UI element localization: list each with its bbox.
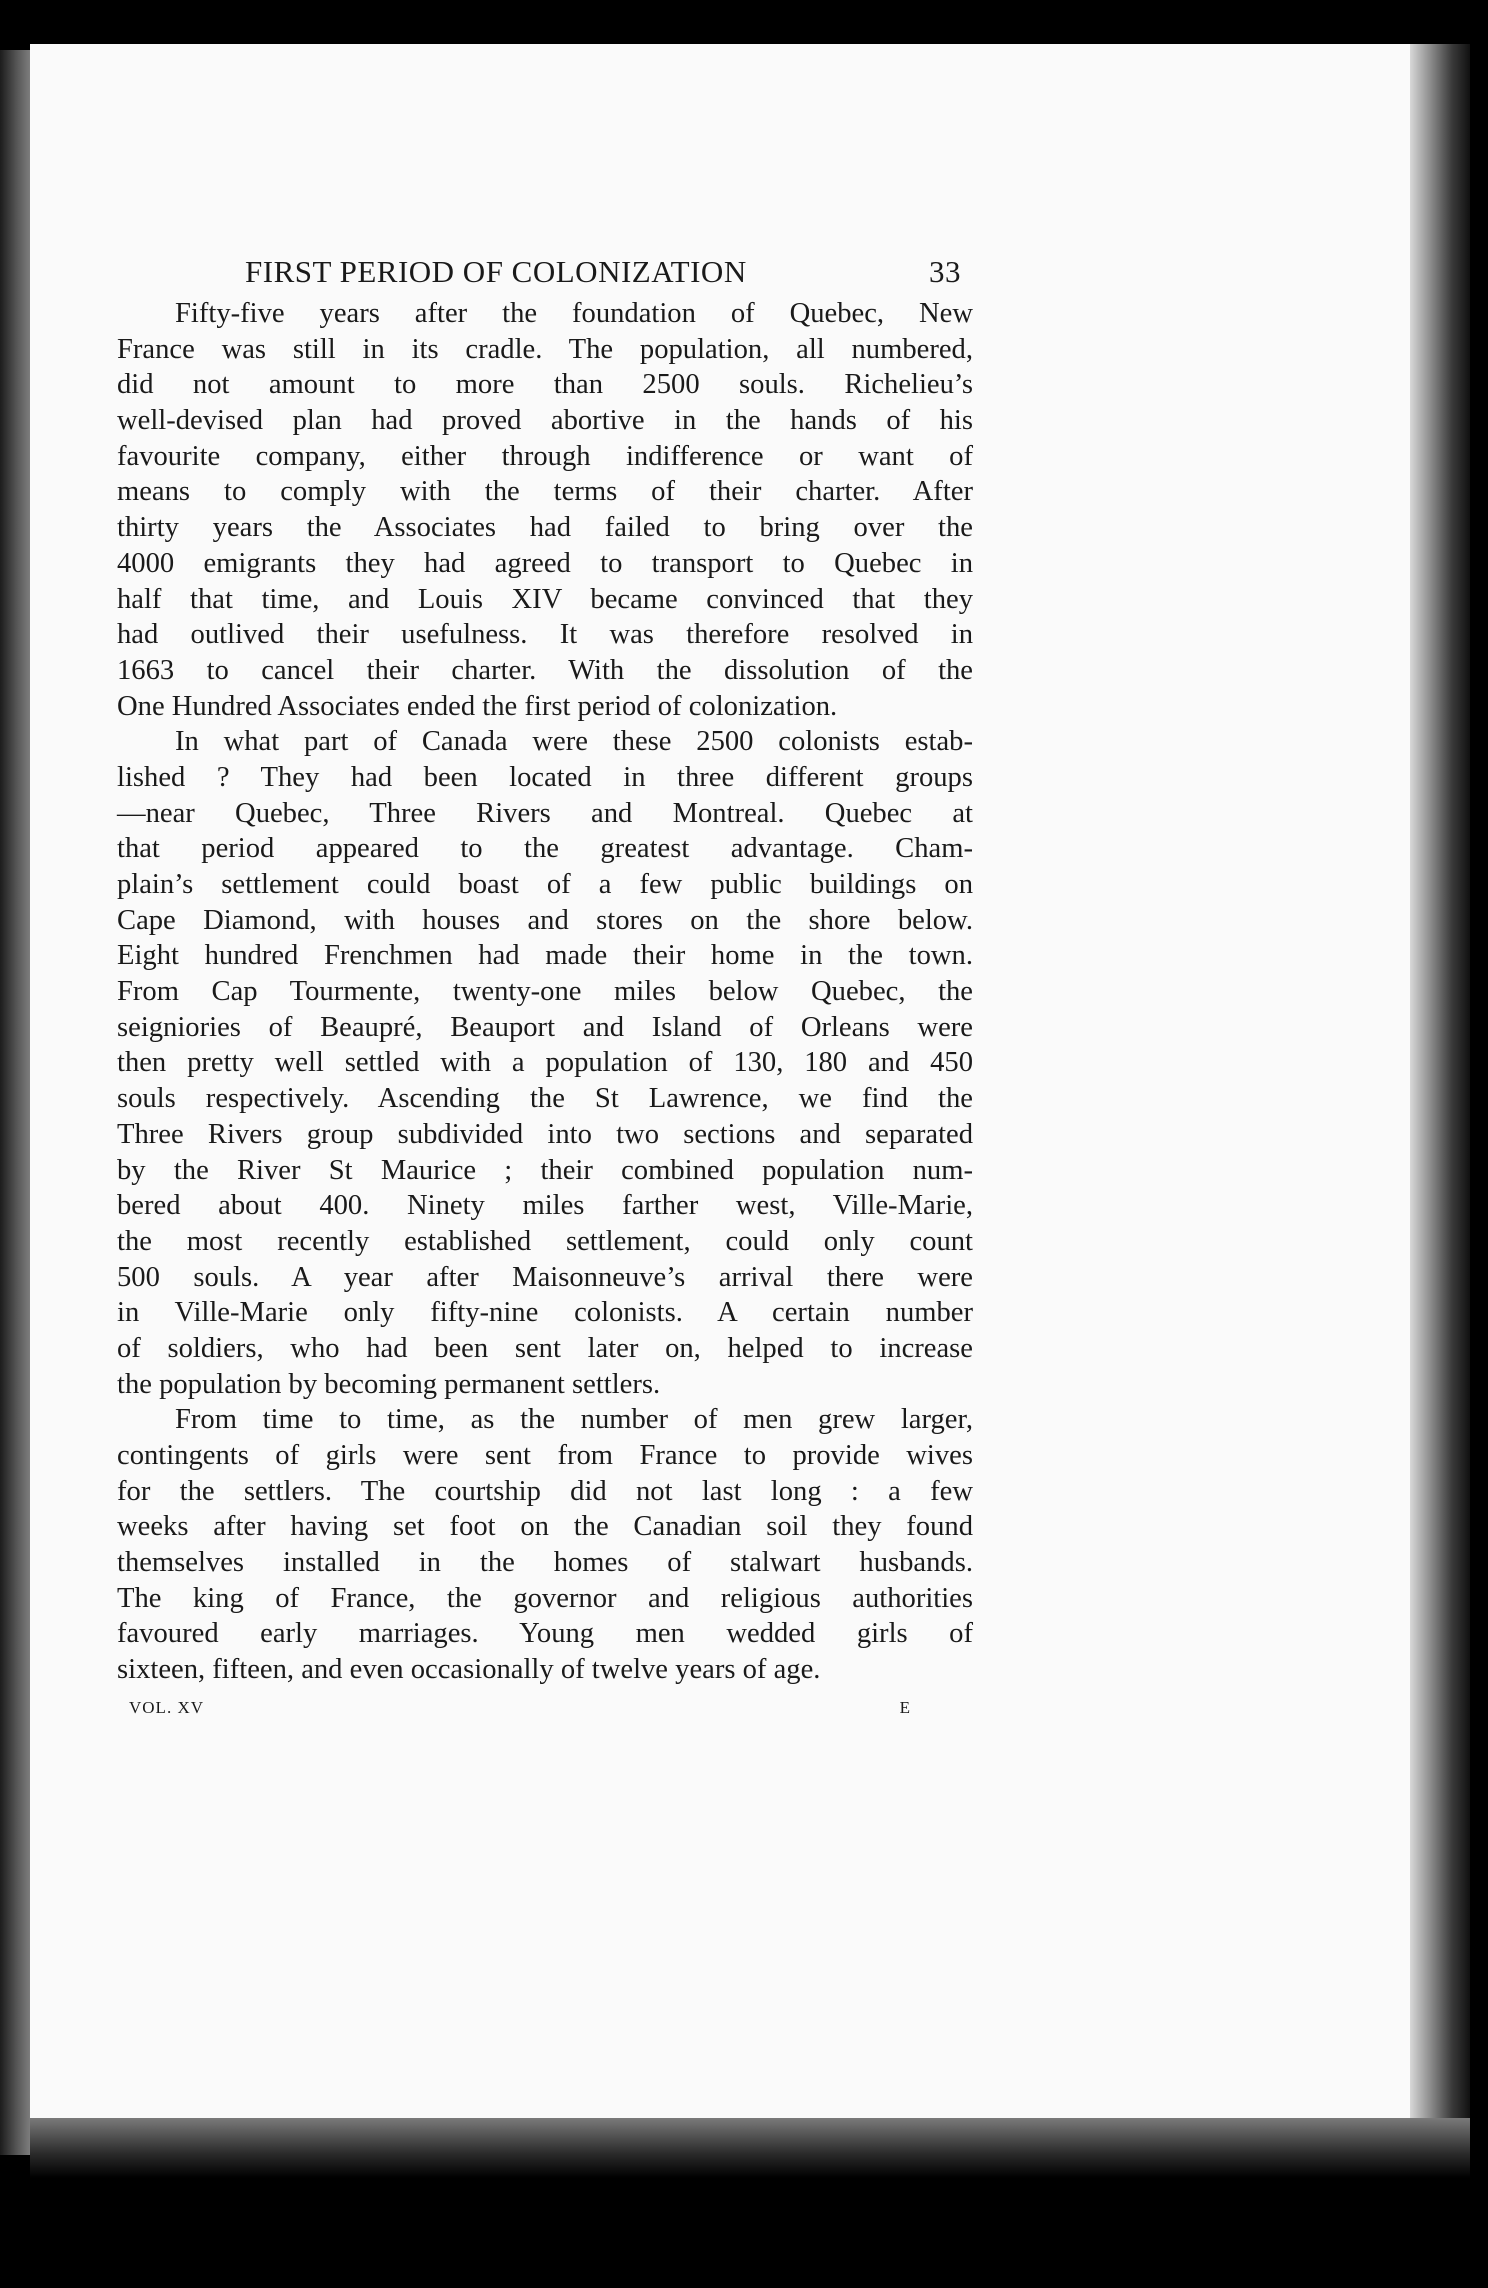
- book-bottom-shadow: [30, 2118, 1470, 2178]
- text-line: lished ? They had been located in three different groups: [117, 761, 973, 793]
- paragraph: [117, 724, 973, 1402]
- paragraph: [117, 296, 973, 724]
- text-line: means to comply with the terms of their charter. After: [117, 476, 973, 508]
- text-line: 4000 emigrants they had agreed to transport to Quebec in: [117, 547, 973, 579]
- text-line: well-devised plan had proved abortive in the hands of his: [117, 405, 973, 437]
- text-line: —near Quebec, Three Rivers and Montreal. Quebec at: [117, 797, 973, 829]
- text-line: half that time, and Louis XIV became convinced that they: [117, 583, 973, 615]
- text-line: then pretty well settled with a population of 130, 180 and 450: [117, 1047, 973, 1079]
- running-head-title: FIRST PERIOD OF COLONIZATION: [245, 254, 747, 289]
- text-line: did not amount to more than 2500 souls. Richelieu’s: [117, 369, 973, 401]
- running-head: [117, 248, 973, 296]
- body-text: [117, 296, 973, 1688]
- text-line: for the settlers. The courtship did not last long : a few: [117, 1475, 973, 1507]
- text-line: of soldiers, who had been sent later on, helped to increase: [117, 1332, 973, 1364]
- text-line: Fifty-five years after the foundation of Quebec, New: [175, 298, 973, 329]
- text-line: 500 souls. A year after Maisonneuve’s arrival there were: [117, 1261, 973, 1293]
- signature-mark: E: [899, 1697, 911, 1717]
- text-line: favourite company, either through indifference or want of: [117, 440, 973, 472]
- text-line: themselves installed in the homes of stalwart husbands.: [117, 1547, 973, 1579]
- text-line: Eight hundred Frenchmen had made their home in the town.: [117, 940, 973, 972]
- text-line: by the River St Maurice ; their combined population num-: [117, 1154, 973, 1186]
- text-line: From time to time, as the number of men grew larger,: [175, 1404, 973, 1436]
- text-line: souls respectively. Ascending the St Lawrence, we find the: [117, 1083, 973, 1115]
- text-line: sixteen, fifteen, and even occasionally of twelve years of age.: [117, 1654, 821, 1686]
- text-line: Three Rivers group subdivided into two sections and separated: [117, 1118, 973, 1150]
- page-footer: [117, 1698, 973, 1718]
- text-line: plain’s settlement could boast of a few public buildings on: [117, 869, 973, 900]
- text-line: Cape Diamond, with houses and stores on the shore below.: [117, 904, 973, 936]
- page-text-block: [117, 248, 973, 1718]
- text-line: weeks after having set foot on the Canadian soil they found: [117, 1511, 973, 1543]
- text-line: 1663 to cancel their charter. With the dissolution of the: [117, 654, 973, 686]
- text-line: From Cap Tourmente, twenty-one miles below Quebec, the: [117, 976, 973, 1008]
- text-line: in Ville-Marie only fifty-nine colonists. A certain number: [117, 1297, 973, 1329]
- text-line: the population by becoming permanent settlers.: [117, 1368, 661, 1400]
- text-line: thirty years the Associates had failed to bring over the: [117, 512, 973, 544]
- paragraph: [117, 1402, 973, 1688]
- text-line: bered about 400. Ninety miles farther west, Ville-Marie,: [117, 1190, 973, 1222]
- volume-label: VOL. XV: [129, 1697, 204, 1717]
- page-number: 33: [929, 254, 961, 289]
- text-line: France was still in its cradle. The population, all numbered,: [117, 333, 973, 365]
- text-line: seigniories of Beaupré, Beauport and Island of Orleans were: [117, 1011, 973, 1043]
- text-line: that period appeared to the greatest advantage. Cham-: [117, 833, 973, 865]
- text-line: One Hundred Associates ended the first period of colonization.: [117, 690, 838, 722]
- text-line: In what part of Canada were these 2500 colonists estab-: [175, 726, 973, 758]
- book-right-edge: [1410, 44, 1470, 2156]
- text-line: favoured early marriages. Young men wedded girls of: [117, 1618, 973, 1650]
- text-line: The king of France, the governor and religious authorities: [117, 1582, 973, 1614]
- text-line: the most recently established settlement, could only count: [117, 1225, 973, 1257]
- text-line: contingents of girls were sent from France to provide wives: [117, 1440, 973, 1471]
- text-line: had outlived their usefulness. It was therefore resolved in: [117, 619, 973, 651]
